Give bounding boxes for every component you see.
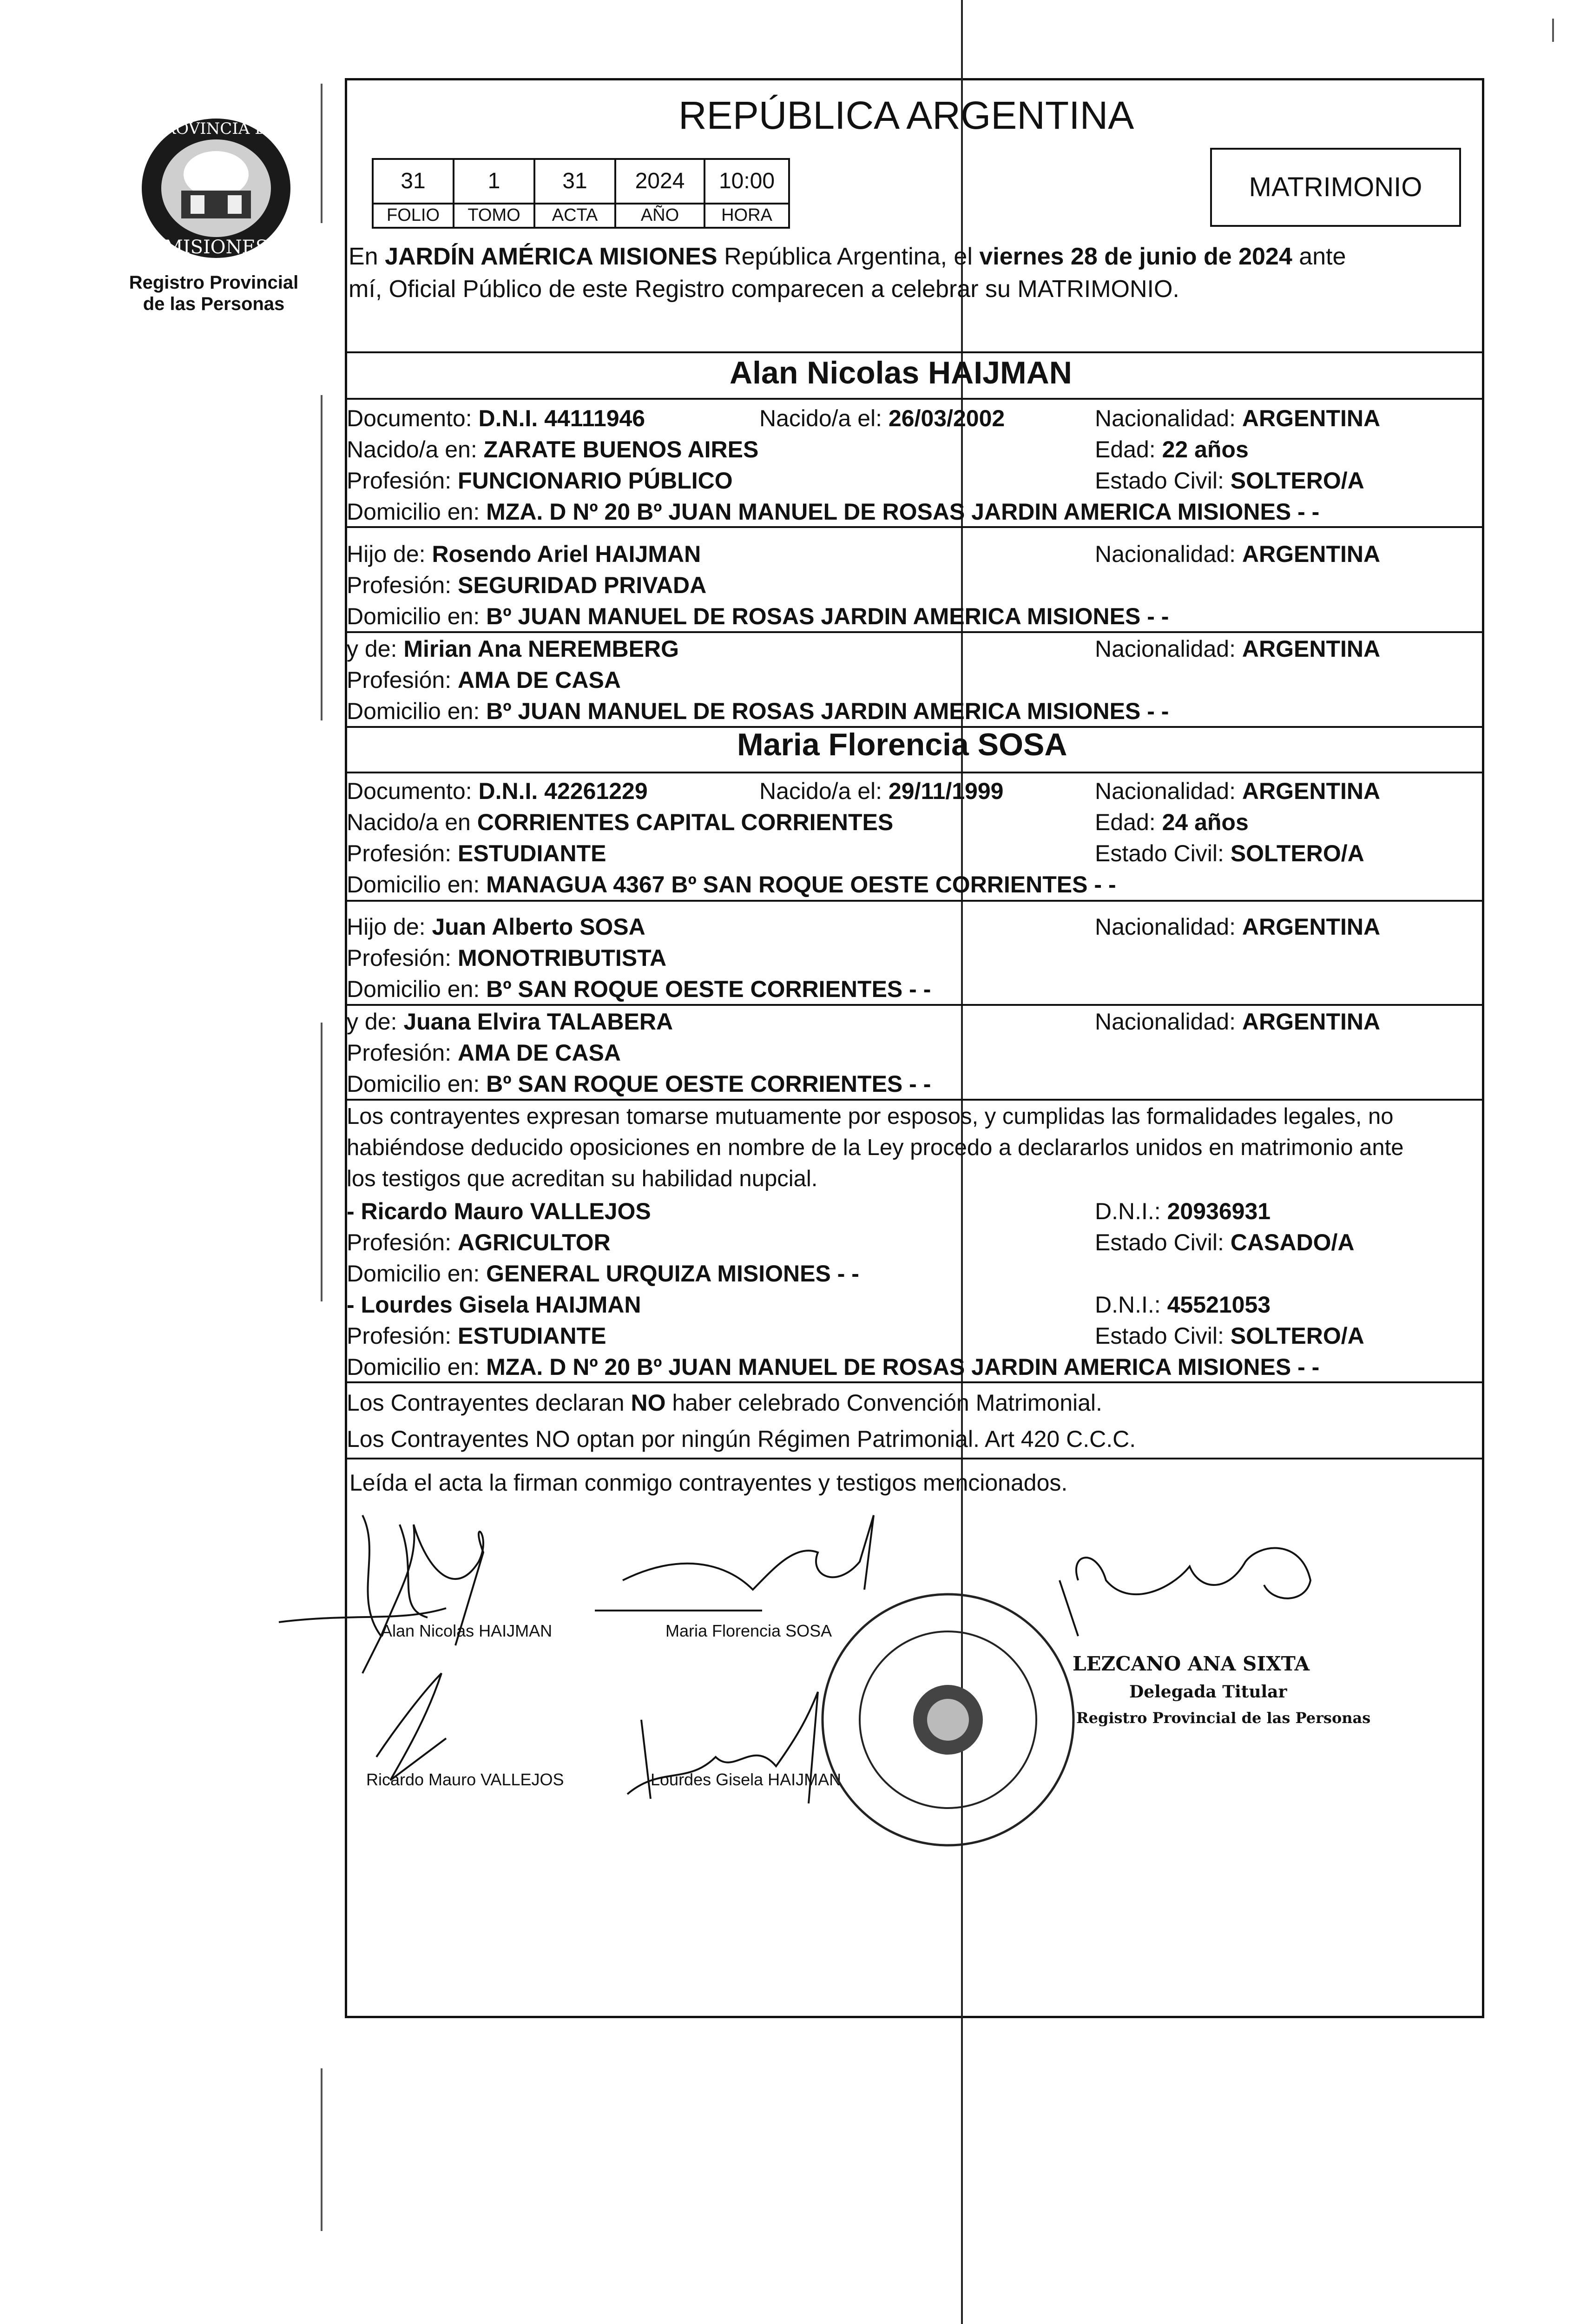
registry-name: Registro Provincial de las Personas [129, 272, 299, 314]
acta-value: 31 [533, 158, 616, 205]
party1-father-profession: Profesión: SEGURIDAD PRIVADA [347, 572, 707, 598]
party1-mother-nationality: Nacionalidad: ARGENTINA [1095, 636, 1381, 662]
divider [345, 1004, 1484, 1006]
party2-profession: Profesión: ESTUDIANTE [347, 840, 606, 866]
party1-document: Documento: D.N.I. 44111946 [347, 405, 645, 431]
margin-mark [321, 1023, 323, 1301]
official-stamp [818, 1590, 1078, 1850]
divider [345, 526, 1484, 528]
svg-text:MISIONES: MISIONES [164, 237, 269, 258]
party2-father-nationality: Nacionalidad: ARGENTINA [1095, 914, 1381, 940]
party2-birthplace: Nacido/a en CORRIENTES CAPITAL CORRIENTES [347, 809, 894, 835]
witness2-address: Domicilio en: MZA. D Nº 20 Bº JUAN MANUEL DE ROSAS JARDIN AMERICA MISIONES - - [347, 1354, 1320, 1380]
party2-father-profession: Profesión: MONOTRIBUTISTA [347, 945, 667, 971]
closing-text: Leída el acta la firman conmigo contrayentes y testigos mencionados. [349, 1470, 1068, 1496]
witness1-profession: Profesión: AGRICULTOR [347, 1229, 611, 1255]
year-label: AÑO [614, 205, 705, 229]
witness1-address: Domicilio en: GENERAL URQUIZA MISIONES - - [347, 1261, 859, 1287]
tomo-label: TOMO [453, 205, 535, 229]
witness2-name: - Lourdes Gisela HAIJMAN [347, 1292, 641, 1318]
divider [345, 772, 1484, 773]
party2-father-address: Domicilio en: Bº SAN ROQUE OESTE CORRIENTES - - [347, 976, 931, 1002]
party1-age: Edad: 22 años [1095, 436, 1249, 462]
party2-address: Domicilio en: MANAGUA 4367 Bº SAN ROQUE OESTE CORRIENTES - - [347, 872, 1116, 898]
declaration-line-1: Los contrayentes expresan tomarse mutuamente por esposos, y cumplidas las formalidades legales, no [347, 1104, 1394, 1129]
margin-mark [1552, 19, 1554, 42]
party2-civil-status: Estado Civil: SOLTERO/A [1095, 840, 1364, 866]
divider [345, 1381, 1484, 1383]
declaration-line-2: habiéndose deducido oposiciones en nombre de la Ley procedo a declararlos unidos en matrimonio ante [347, 1135, 1404, 1160]
registry-logo [130, 112, 302, 265]
divider [345, 631, 1484, 633]
party2-father: Hijo de: Juan Alberto SOSA [347, 914, 645, 940]
officer-role: Delegada Titular [1129, 1682, 1287, 1702]
acta-type-box: MATRIMONIO [1210, 148, 1461, 227]
party2-document: Documento: D.N.I. 42261229 [347, 778, 648, 804]
party1-civil-status: Estado Civil: SOLTERO/A [1095, 468, 1364, 494]
divider [345, 1458, 1484, 1459]
witness2-dni: D.N.I.: 45521053 [1095, 1292, 1271, 1318]
intro-line-2: mí, Oficial Público de este Registro comparecen a celebrar su MATRIMONIO. [349, 276, 1179, 303]
witness1-dni: D.N.I.: 20936931 [1095, 1198, 1271, 1224]
party1-birthplace: Nacido/a en: ZARATE BUENOS AIRES [347, 436, 759, 462]
divider [345, 351, 1484, 353]
divider [345, 1099, 1484, 1101]
party2-mother-nationality: Nacionalidad: ARGENTINA [1095, 1009, 1381, 1035]
witness2-profession: Profesión: ESTUDIANTE [347, 1323, 606, 1349]
year-value: 2024 [614, 158, 705, 205]
hour-value: 10:00 [704, 158, 790, 205]
party1-mother: y de: Mirian Ana NEREMBERG [347, 636, 679, 662]
acta-label: ACTA [533, 205, 616, 229]
party1-father-address: Domicilio en: Bº JUAN MANUEL DE ROSAS JARDIN AMERICA MISIONES - - [347, 603, 1169, 629]
divider [345, 900, 1484, 902]
svg-text:PROVINCIA DE: PROVINCIA DE [153, 119, 279, 138]
hour-label: HORA [704, 205, 790, 229]
party1-father-nationality: Nacionalidad: ARGENTINA [1095, 541, 1381, 567]
party1-mother-address: Domicilio en: Bº JUAN MANUEL DE ROSAS JARDIN AMERICA MISIONES - - [347, 698, 1169, 724]
margin-mark [321, 2068, 323, 2231]
party1-nationality: Nacionalidad: ARGENTINA [1095, 405, 1381, 431]
party2-mother-profession: Profesión: AMA DE CASA [347, 1040, 621, 1066]
party2-name: Maria Florencia SOSA [737, 727, 1067, 762]
witness1-name: - Ricardo Mauro VALLEJOS [347, 1198, 651, 1224]
page-title: REPÚBLICA ARGENTINA [678, 93, 1134, 137]
party1-name: Alan Nicolas HAIJMAN [730, 355, 1072, 390]
agreement-line-1: Los Contrayentes declaran NO haber celebrado Convención Matrimonial. [347, 1390, 1102, 1416]
party2-mother: y de: Juana Elvira TALABERA [347, 1009, 673, 1035]
divider [345, 398, 1484, 400]
declaration-line-3: los testigos que acreditan su habilidad nupcial. [347, 1166, 818, 1191]
party1-profession: Profesión: FUNCIONARIO PÚBLICO [347, 468, 733, 494]
party2-mother-address: Domicilio en: Bº SAN ROQUE OESTE CORRIENTES - - [347, 1071, 931, 1097]
party1-birthdate: Nacido/a el: 26/03/2002 [759, 405, 1005, 431]
tomo-value: 1 [453, 158, 535, 205]
signature-caption-bride: Maria Florencia SOSA [665, 1621, 832, 1640]
signature-caption-witness2: Lourdes Gisela HAIJMAN [651, 1770, 842, 1789]
party1-address: Domicilio en: MZA. D Nº 20 Bº JUAN MANUEL DE ROSAS JARDIN AMERICA MISIONES - - [347, 499, 1320, 525]
party1-father: Hijo de: Rosendo Ariel HAIJMAN [347, 541, 701, 567]
party1-mother-profession: Profesión: AMA DE CASA [347, 667, 621, 693]
party2-birthdate: Nacido/a el: 29/11/1999 [759, 778, 1004, 804]
party2-age: Edad: 24 años [1095, 809, 1249, 835]
margin-mark [321, 395, 323, 720]
margin-mark [321, 84, 323, 223]
signature-caption-groom: Alan Nicolas HAIJMAN [381, 1621, 553, 1640]
officer-organization: Registro Provincial de las Personas [1076, 1709, 1371, 1727]
signature-caption-witness1: Ricardo Mauro VALLEJOS [366, 1770, 564, 1789]
folio-value: 31 [372, 158, 454, 205]
witness1-civil-status: Estado Civil: CASADO/A [1095, 1229, 1355, 1255]
party2-nationality: Nacionalidad: ARGENTINA [1095, 778, 1381, 804]
agreement-line-2: Los Contrayentes NO optan por ningún Régimen Patrimonial. Art 420 C.C.C. [347, 1426, 1136, 1452]
fold-line [961, 0, 963, 2324]
folio-label: FOLIO [372, 205, 454, 229]
officer-name: LEZCANO ANA SIXTA [1073, 1652, 1310, 1675]
witness2-civil-status: Estado Civil: SOLTERO/A [1095, 1323, 1364, 1349]
intro-line-1: En JARDÍN AMÉRICA MISIONES República Argentina, el viernes 28 de junio de 2024 ante [349, 243, 1346, 270]
